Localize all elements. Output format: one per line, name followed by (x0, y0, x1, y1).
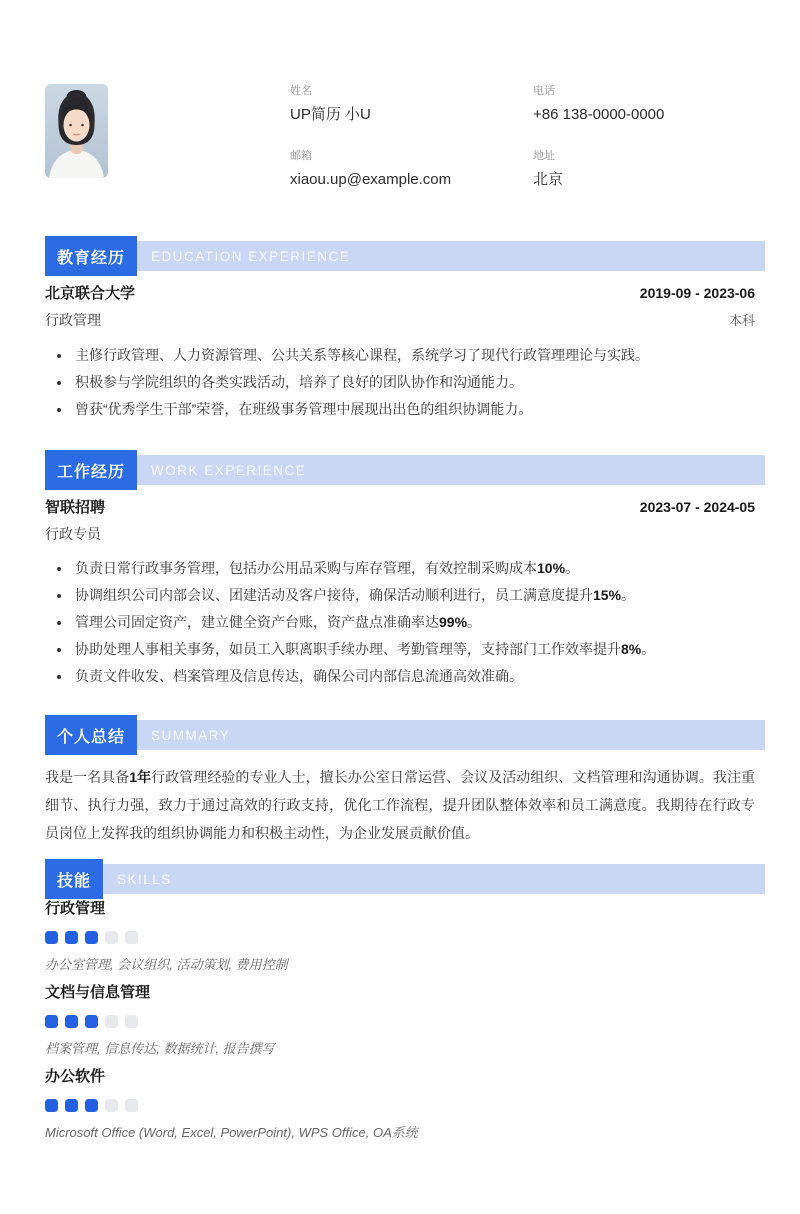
skill-level-square (45, 1015, 58, 1028)
job-title: 行政专员 (45, 526, 101, 542)
profile-header (45, 84, 755, 189)
field-address (533, 150, 664, 189)
section-header-work (45, 450, 755, 490)
company-name: 智联招聘 (45, 499, 106, 516)
work-entry-sub (45, 524, 755, 544)
field-name-value: UP简历 小U (290, 106, 371, 123)
section-header-skills (45, 859, 755, 899)
work-bullet-metric: 15% (593, 587, 622, 603)
education-date-range: 2019-09 - 2023-06 (639, 285, 755, 301)
field-name (290, 85, 533, 124)
field-email (290, 150, 533, 189)
skill-rating (45, 1099, 755, 1112)
field-phone-value: +86 138-0000-0000 (533, 106, 665, 123)
work-bullet-text: 负责文件收发、档案管理及信息传达，确保公司内部信息流通高效准确。 (75, 668, 523, 684)
work-entry-head (45, 496, 755, 519)
degree-level: 本科 (728, 313, 755, 328)
work-bullet-metric: 10% (537, 560, 566, 576)
section-header-summary (45, 715, 755, 755)
section-header-education (45, 236, 755, 276)
summary-metric: 1年 (129, 769, 152, 785)
resume-page (0, 84, 800, 1141)
work-bullet-suffix: 。 (641, 641, 656, 657)
skill-level-square (65, 931, 78, 944)
field-address-label: 地址 (533, 150, 555, 162)
skill-level-square (105, 1099, 118, 1112)
skill-level-square (105, 931, 118, 944)
skill-detail: 办公室管理, 会议组织, 活动策划, 费用控制 (45, 957, 288, 972)
section-badge-work: 工作经历 (45, 450, 137, 490)
work-bullet-text: 负责日常行政事务管理，包括办公用品采购与库存管理，有效控制采购成本 (75, 560, 537, 576)
profile-photo (45, 84, 108, 178)
school-name: 北京联合大学 (45, 285, 136, 302)
skill-level-square (125, 931, 138, 944)
summary-paragraph (45, 763, 755, 847)
skill-name: 办公软件 (45, 1068, 106, 1085)
work-bullet (45, 636, 755, 663)
work-date-range: 2023-07 - 2024-05 (639, 499, 755, 515)
skill-level-square (125, 1015, 138, 1028)
work-bullet-text: 管理公司固定资产，建立健全资产台账，资产盘点准确率达 (75, 614, 439, 630)
summary-post: 行政管理经验的专业人士，擅长办公室日常运营、会议及活动组织、文档管理和沟通协调。我注重细节、执行力强，致力于通过高效的行政支持，优化工作流程，提升团队整体效率和员工满意度。我期待在行政专员岗位上发挥我的组织协调能力和积极主动性，为企业发展贡献价值。 (45, 769, 755, 841)
work-bullets (45, 555, 755, 690)
work-bullet-text: 协助处理人事相关事务，如员工入职离职手续办理、考勤管理等，支持部门工作效率提升 (75, 641, 621, 657)
contact-fields (290, 84, 664, 189)
education-bullet: 积极参与学院组织的各类实践活动，培养了良好的团队协作和沟通能力。 (45, 369, 755, 396)
skill-rating (45, 931, 755, 944)
field-address-value: 北京 (533, 171, 564, 188)
skill-detail: Microsoft Office (Word, Excel, PowerPoint), WPS Office, OA系统 (45, 1125, 418, 1140)
id-photo-illustration (45, 84, 108, 178)
section-title-en-summary: SUMMARY (151, 727, 231, 743)
field-email-value: xiaou.up@example.com (290, 171, 452, 188)
work-bullet (45, 663, 755, 690)
work-bullet-suffix: 。 (565, 560, 580, 576)
education-bullet: 主修行政管理、人力资源管理、公共关系等核心课程，系统学习了现代行政管理理论与实践。 (45, 342, 755, 369)
skill-level-square (105, 1015, 118, 1028)
summary-pre: 我是一名具备 (45, 769, 130, 785)
work-bullet-suffix: 。 (467, 614, 482, 630)
education-entry-sub (45, 310, 755, 331)
skill-level-square (65, 1015, 78, 1028)
skill-level-square (85, 931, 98, 944)
field-name-label: 姓名 (290, 85, 312, 97)
education-entry-head (45, 282, 755, 305)
section-badge-skills: 技能 (45, 859, 103, 899)
section-badge-summary: 个人总结 (45, 715, 137, 755)
section-title-en-education: EDUCATION EXPERIENCE (151, 248, 351, 264)
skill-level-square (85, 1015, 98, 1028)
education-bullets (45, 342, 755, 423)
education-bullet: 曾获“优秀学生干部”荣誉，在班级事务管理中展现出出色的组织协调能力。 (45, 396, 755, 423)
work-bullet-text: 协调组织公司内部会议、团建活动及客户接待，确保活动顺利进行，员工满意度提升 (75, 587, 593, 603)
skill-level-square (125, 1099, 138, 1112)
skill-detail: 档案管理, 信息传达, 数据统计, 报告撰写 (45, 1041, 275, 1056)
field-phone (533, 85, 664, 124)
skill-rating (45, 1015, 755, 1028)
skill-level-square (45, 931, 58, 944)
skill-level-square (65, 1099, 78, 1112)
field-email-label: 邮箱 (290, 150, 312, 162)
section-badge-education: 教育经历 (45, 236, 137, 276)
work-bullet-metric: 99% (439, 614, 468, 630)
skill-name: 行政管理 (45, 900, 106, 917)
work-bullet (45, 582, 755, 609)
section-title-en-skills: SKILLS (117, 871, 172, 887)
work-bullet (45, 609, 755, 636)
skill-level-square (85, 1099, 98, 1112)
major-name: 行政管理 (45, 312, 101, 328)
skill-name: 文档与信息管理 (45, 984, 151, 1001)
skill-item (45, 983, 755, 1057)
work-bullet (45, 555, 755, 582)
section-title-en-work: WORK EXPERIENCE (151, 462, 307, 478)
work-bullet-suffix: 。 (621, 587, 636, 603)
skill-level-square (45, 1099, 58, 1112)
field-phone-label: 电话 (533, 85, 555, 97)
work-bullet-metric: 8% (621, 641, 642, 657)
skill-item (45, 899, 755, 973)
